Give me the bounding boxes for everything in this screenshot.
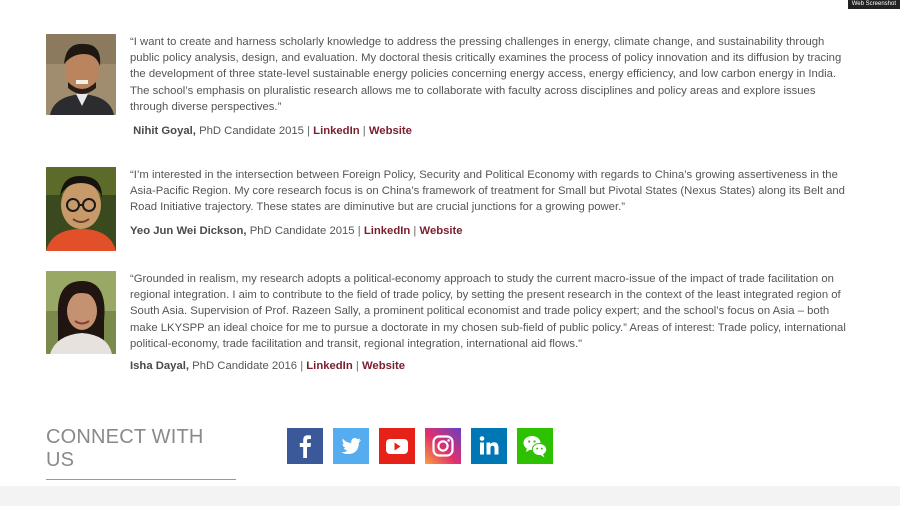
- separator: |: [413, 224, 417, 237]
- avatar: [46, 167, 116, 251]
- separator: |: [300, 360, 304, 373]
- separator: |: [357, 224, 361, 237]
- separator: |: [355, 360, 359, 373]
- avatar: [46, 34, 116, 115]
- website-link[interactable]: Website: [419, 224, 463, 237]
- profile-program: PhD Candidate 2015: [199, 125, 304, 138]
- profile-name: Nihit Goyal,: [133, 125, 196, 138]
- instagram-icon[interactable]: [425, 428, 461, 464]
- profile-quote: “I want to create and harness scholarly knowledge to address the pressing challenges in energy, climate change, and sustainability through public policy analysis, design, and evaluation. My doctoral thesis critically examines the process of policy innovation and its diffusion by tracing the development of three state-level sustainable energy policies concerning energy access, energy efficiency, and low carbon energy in India. The school’s emphasis on pluralistic research allows me to collaborate with faculty across disciplines and policy areas and explore issues through diverse perspectives.”: [130, 36, 842, 113]
- separator: |: [307, 125, 311, 138]
- profile-content: [130, 271, 852, 374]
- footer-strip: [0, 486, 900, 506]
- linkedin-icon[interactable]: [471, 428, 507, 464]
- youtube-icon[interactable]: [379, 428, 415, 464]
- website-link[interactable]: Website: [368, 125, 412, 138]
- profile-program: PhD Candidate 2016: [192, 360, 298, 373]
- profile-meta: [130, 223, 852, 239]
- profile-quote: “I’m interested in the intersection between Foreign Policy, Security and Political Economy with regards to China’s growing assertiveness in the Asia-Pacific Region. My core research focus is on China’s framework of treatment for Small but Pivotal States (Nexus States) along its Belt and Road Initiative trajectory. These states are diminutive but are crucial junctions for a growing power.”: [130, 169, 845, 214]
- web-screenshot-badge: Web Screenshot: [848, 0, 900, 9]
- profile-meta: [130, 358, 852, 374]
- profile-meta: [130, 123, 852, 139]
- avatar: [46, 271, 116, 354]
- linkedin-link[interactable]: LinkedIn: [306, 360, 353, 373]
- linkedin-link[interactable]: LinkedIn: [363, 224, 411, 237]
- website-link[interactable]: Website: [361, 360, 406, 373]
- profile-quote: “Grounded in realism, my research adopts a political-economy approach to study the current macro-issue of the impact of trade facilitation on regional integration. I aim to contribute to the field of trade policy, by setting the present research in the context of the least integrated region of South Asia. Supervision of Prof. Razeen Sally, a prominent political economist and trade policy expert; and the school’s focus on Asia – both make LKYSPP an ideal choice for me to pursue a doctorate in my chosen sub-field of public policy.” Areas of interest: Trade policy, international political-economy, trade facilitation and transit, regional integration, international aid flows.": [130, 273, 846, 350]
- wechat-icon[interactable]: [517, 428, 553, 464]
- social-links: [287, 428, 553, 464]
- twitter-icon[interactable]: [333, 428, 369, 464]
- profile-name: Isha Dayal,: [130, 360, 190, 373]
- profile-content: [130, 167, 852, 239]
- profile-program: PhD Candidate 2015: [249, 224, 355, 237]
- profile-name: Yeo Jun Wei Dickson,: [130, 224, 247, 237]
- facebook-icon[interactable]: [287, 428, 323, 464]
- separator: |: [362, 125, 366, 138]
- connect-heading: CONNECT WITH US: [46, 426, 236, 480]
- linkedin-link[interactable]: LinkedIn: [313, 125, 360, 138]
- profile-content: [130, 34, 852, 139]
